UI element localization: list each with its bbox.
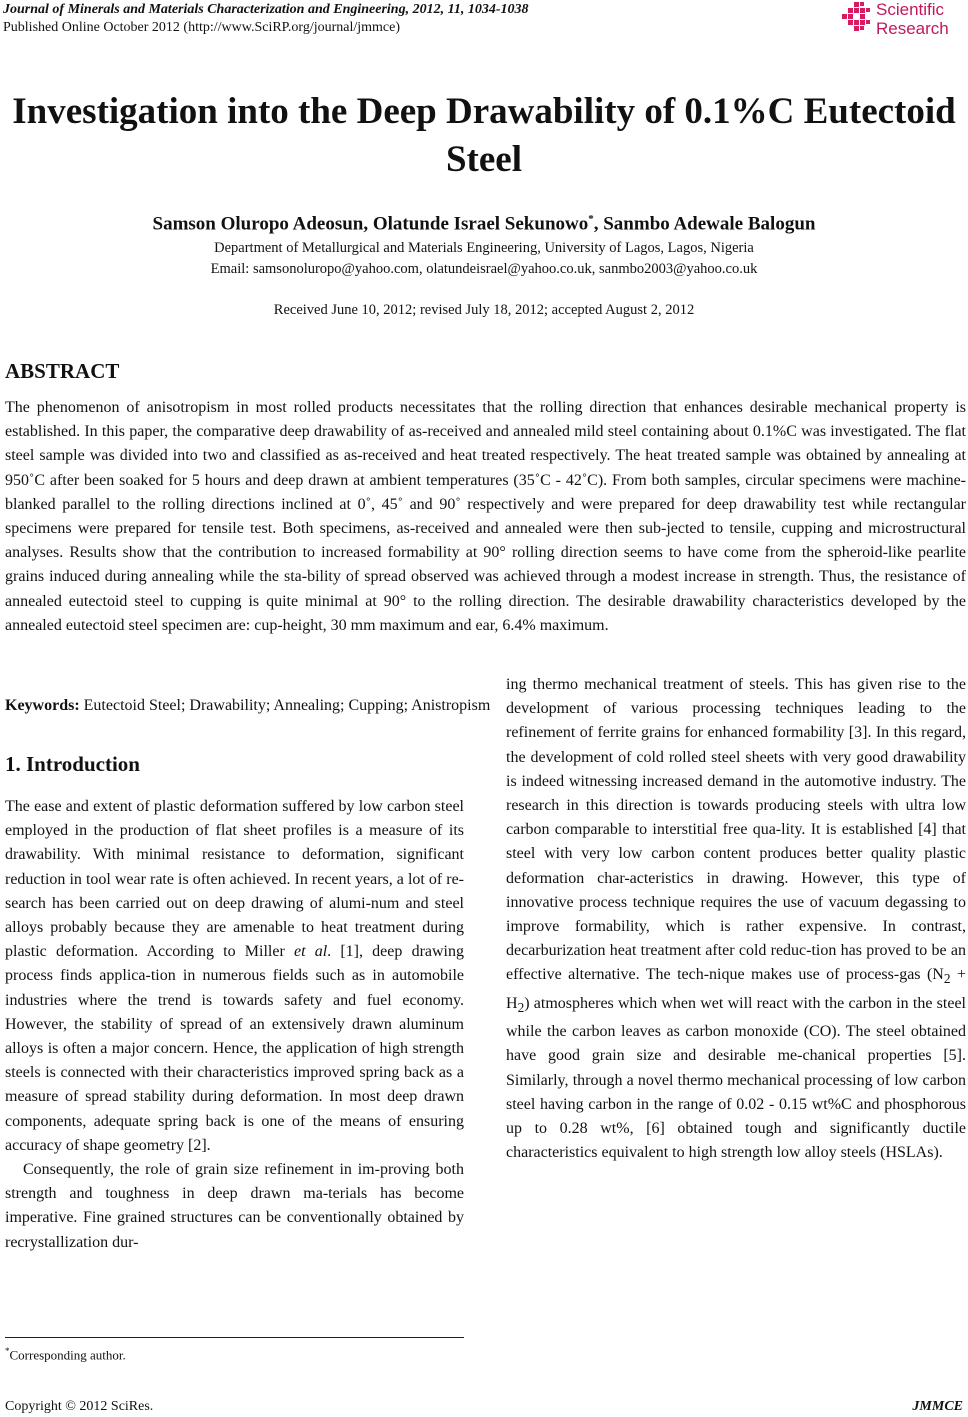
publisher-logo-icon bbox=[840, 0, 874, 34]
intro-c2-text-a: ing thermo mechanical treatment of steels. This has given rise to the development of various processing techniques leading to the refinement of ferrite grains for enhanced formability [3]. In this regard, the development of cold rolled steel sheets with very good drawability is indeed witnessing increased demand in the automotive industry. The research in this direction is towards producing steels with ultra low carbon comparable to interstitial free qua-lity. It is established [4] that steel with very low carbon content produces better quality plastic deformation char-acteristics in drawing. However, this type of innovative process technique requires the use of vacuum degassing to improve formability, which is rather expensive. In contrast, decarburization heat treatment after cold reduc-tion has proved to be an effective alternative. The tech-nique makes use of process-gas (N bbox=[506, 676, 966, 984]
intro-c2-plus: + H bbox=[506, 966, 966, 1012]
intro-paragraph-2: Consequently, the role of grain size refinement in im-proving both strength and toughness in deep drawn ma-terials has become imperative. Fine grained structures can be conventionally obtained by recrystallization dur- bbox=[5, 1161, 464, 1251]
intro-p1-text-b: . [1], deep drawing process finds applica-tion in numerous fields such as in automobile industries where the trend is towards safety and fuel economy. However, the stability of spread of an extensively drawn aluminum alloys is often a major concern. Hence, the application of high strength steels is connected with their characteristics improved spring back as a measure of spread stability during deformation. In most deep drawn components, adequate spring back is one of the means of ensuring accuracy of shape geometry [2]. bbox=[5, 943, 464, 1154]
footnote bbox=[5, 1346, 126, 1363]
authors-part-1: Samson Oluropo Adeosun, Olatunde Israel Sekunowo bbox=[152, 213, 589, 235]
affiliation: Department of Metallurgical and Materials Engineering, University of Lagos, Lagos, Nigeria bbox=[214, 240, 754, 256]
logo-line-2: Research bbox=[876, 19, 949, 38]
intro-c2-sub-2: 2 bbox=[517, 1000, 525, 1016]
footnote-text: Corresponding author. bbox=[9, 1347, 126, 1363]
footnote-mark: * bbox=[5, 1346, 10, 1356]
footnote-divider bbox=[5, 1337, 464, 1338]
intro-heading: 1. Introduction bbox=[5, 752, 140, 776]
copyright: Copyright © 2012 SciRes. bbox=[5, 1399, 154, 1414]
logo-line-1: Scientific bbox=[876, 0, 945, 19]
authors-part-2: , Sanmbo Adewale Balogun bbox=[593, 213, 816, 235]
author-list bbox=[0, 213, 968, 235]
keywords bbox=[5, 697, 490, 715]
publisher-logo bbox=[840, 0, 962, 40]
journal-citation: Journal of Minerals and Materials Characterization and Engineering, 2012, 11, 1034-1038 bbox=[3, 2, 529, 17]
intro-paragraph-1 bbox=[5, 795, 464, 1158]
abstract-text: The phenomenon of anisotropism in most rolled products necessitates that the rolling direction that enhances desirable mechanical property is established. In this paper, the comparative deep drawability of as-received and annealed mild steel containing about 0.1%C was investigated. The flat steel sample was divided into two and classified as as-received and heat treated respectively. The heat treated sample was obtained by annealing at 950˚C after been soaked for 5 hours and deep drawn at ambient temperatures (35˚C - 42˚C). From both samples, circular specimens were machine- blanked parallel to the rolling directions inclined at 0˚, 45˚ and 90˚ respectively and were prepared for deep drawability test while rectangular specimens were prepared for tensile test. Both specimens, as-received and annealed were then sub-jected to tensile, cupping and microstructural analyses. Results show that the contribution to increased formability at 90° rolling direction seems to have come from the spheroid-like pearlite grains induced during annealing while the sta-bility of spread observed was achieved through a modest increase in strength. Thus, the resistance of annealed eutectoid steel to cupping is quite minimal at 90° to the rolling direction. The desirable drawability characteristics developed by the annealed eutectoid steel specimen are: cup-height, 30 mm maximum and ear, 6.4% maximum. bbox=[5, 399, 966, 634]
journal-abbreviation: JMMCE bbox=[912, 1399, 963, 1414]
keywords-label: Keywords: bbox=[5, 697, 80, 714]
keywords-text: Eutectoid Steel; Drawability; Annealing; Cupping; Anistropism bbox=[79, 697, 491, 714]
intro-c2-sub-1: 2 bbox=[943, 971, 951, 987]
intro-p1-text-a: The ease and extent of plastic deformation suffered by low carbon steel employed in the production of flat sheet profiles is a measure of its drawability. With minimal resistance to deformation, significant reduction in tool wear rate is often achieved. In recent years, a lot of re-search has been carried out on deep drawing of alumi-num and steel alloys probably because they are amenable to heat treatment during plastic deformation. According to Miller bbox=[5, 798, 464, 961]
right-column bbox=[506, 673, 966, 1165]
left-column bbox=[5, 795, 464, 1255]
intro-p1-etal: et al bbox=[293, 943, 328, 961]
intro-c2-text-b: ) atmospheres which when wet will react with the carbon in the steel while the carbon leaves as carbon monoxide (CO). The steel obtained have good grain size and desirable me-chanical properties [5]. Similarly, through a novel thermo mechanical processing of low carbon steel having carbon in the range of 0.02 - 0.15 wt%C and phosphorous up to 0.28 wt%, [6] obtained tough and significantly ductile characteristics equivalent to high strength low alloy steels (HSLAs). bbox=[506, 994, 966, 1162]
paper-title: Investigation into the Deep Drawability of 0.1%C Eutectoid Steel bbox=[12, 91, 956, 180]
intro-paragraph-2-continued bbox=[506, 673, 966, 1165]
abstract-heading: ABSTRACT bbox=[5, 359, 120, 383]
published-online-line: Published Online October 2012 (http://www.SciRP.org/journal/jmmce) bbox=[3, 20, 401, 35]
corresponding-mark: * bbox=[588, 213, 594, 225]
author-emails: Email: samsonoluropo@yahoo.com, olatundeisrael@yahoo.co.uk, sanmbo2003@yahoo.co.uk bbox=[210, 261, 758, 277]
received-dates: Received June 10, 2012; revised July 18, 2012; accepted August 2, 2012 bbox=[273, 302, 695, 318]
